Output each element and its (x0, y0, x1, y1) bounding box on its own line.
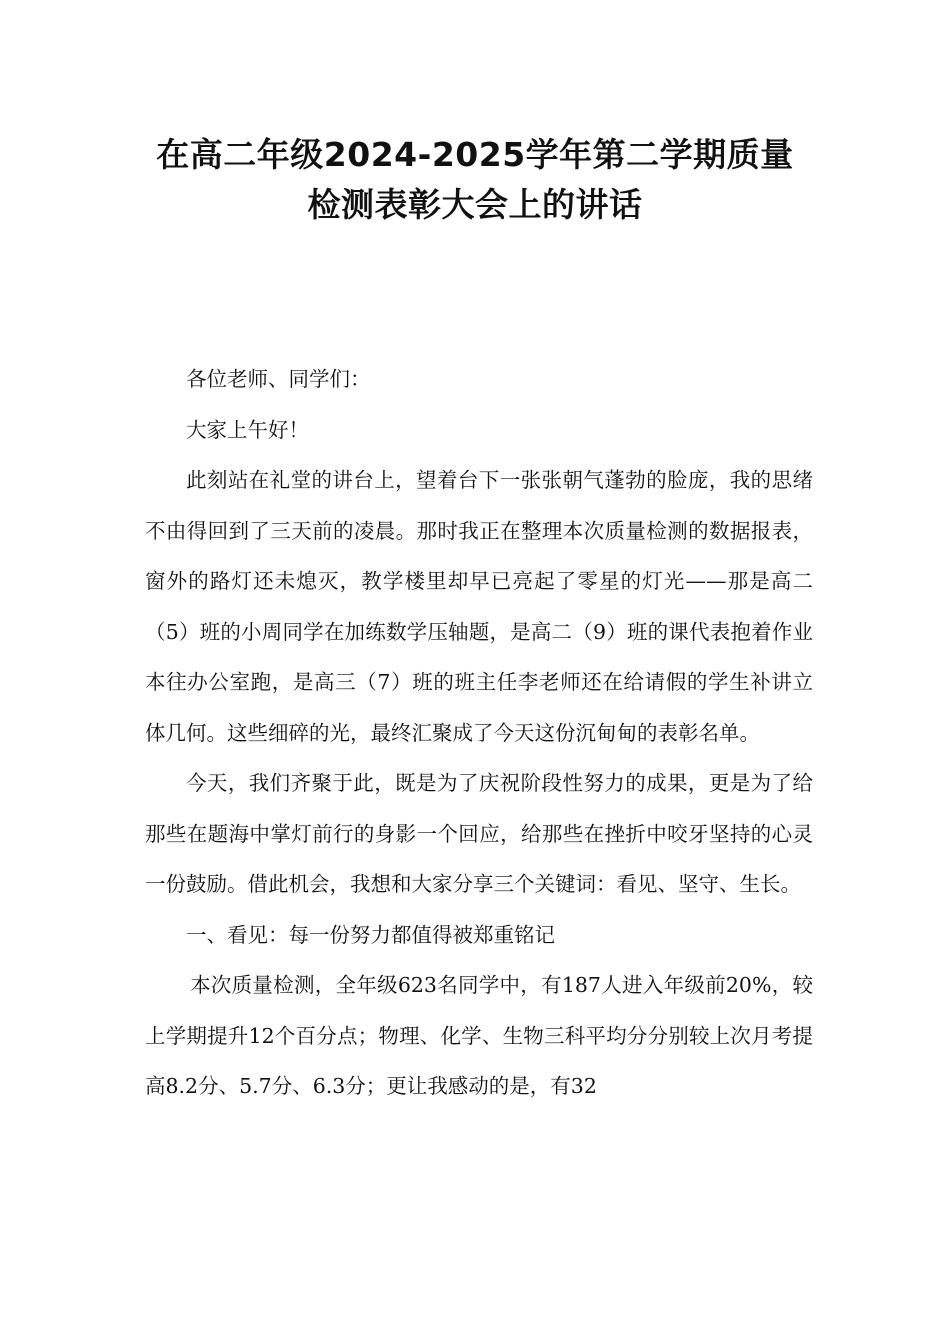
greeting: 大家上午好！ (186, 417, 309, 442)
salutation: 各位老师、同学们： (186, 367, 371, 391)
paragraph-opening: 此刻站在礼堂的讲台上，望着台下一张张朝气蓬勃的脸庞，我的思绪不由得回到了三天前的凌晨。那时我正在整理本次质量检测的数据报表，窗外的路灯还未熄灭，教学楼里却早已亮起了零星的灯光——那是高二（5）班的小周同学在加练数学压轴题，是高二（9）班的课代表抱着作业本往办公室跑，是高三（7）班的班主任李老师还在给请假的学生补讲立体几何。这些细碎的光，最终汇聚成了今天这份沉甸甸的表彰名单。 (145, 468, 813, 745)
document-title-line-1: 在高二年级2024-2025学年第二学期质量 (156, 135, 794, 174)
paragraph-purpose: 今天，我们齐聚于此，既是为了庆祝阶段性努力的成果，更是为了给那些在题海中掌灯前行的身影一个回应，给那些在挫折中咬牙坚持的心灵一份鼓励。借此机会，我想和大家分享三个关键词：看见、坚守、生长。 (145, 771, 813, 896)
paragraph-statistics: 本次质量检测，全年级623名同学中，有187人进入年级前20%，较上学期提升12个百分点；物理、化学、生物三科平均分分别较上次月考提高8.2分、5.7分、6.3分；更让我感动的是，有32 (145, 973, 813, 1098)
document-title-line-2: 检测表彰大会上的讲话 (307, 185, 643, 224)
section-heading-1: 一、看见：每一份努力都值得被郑重铭记 (186, 922, 555, 947)
document-body (145, 354, 813, 1112)
